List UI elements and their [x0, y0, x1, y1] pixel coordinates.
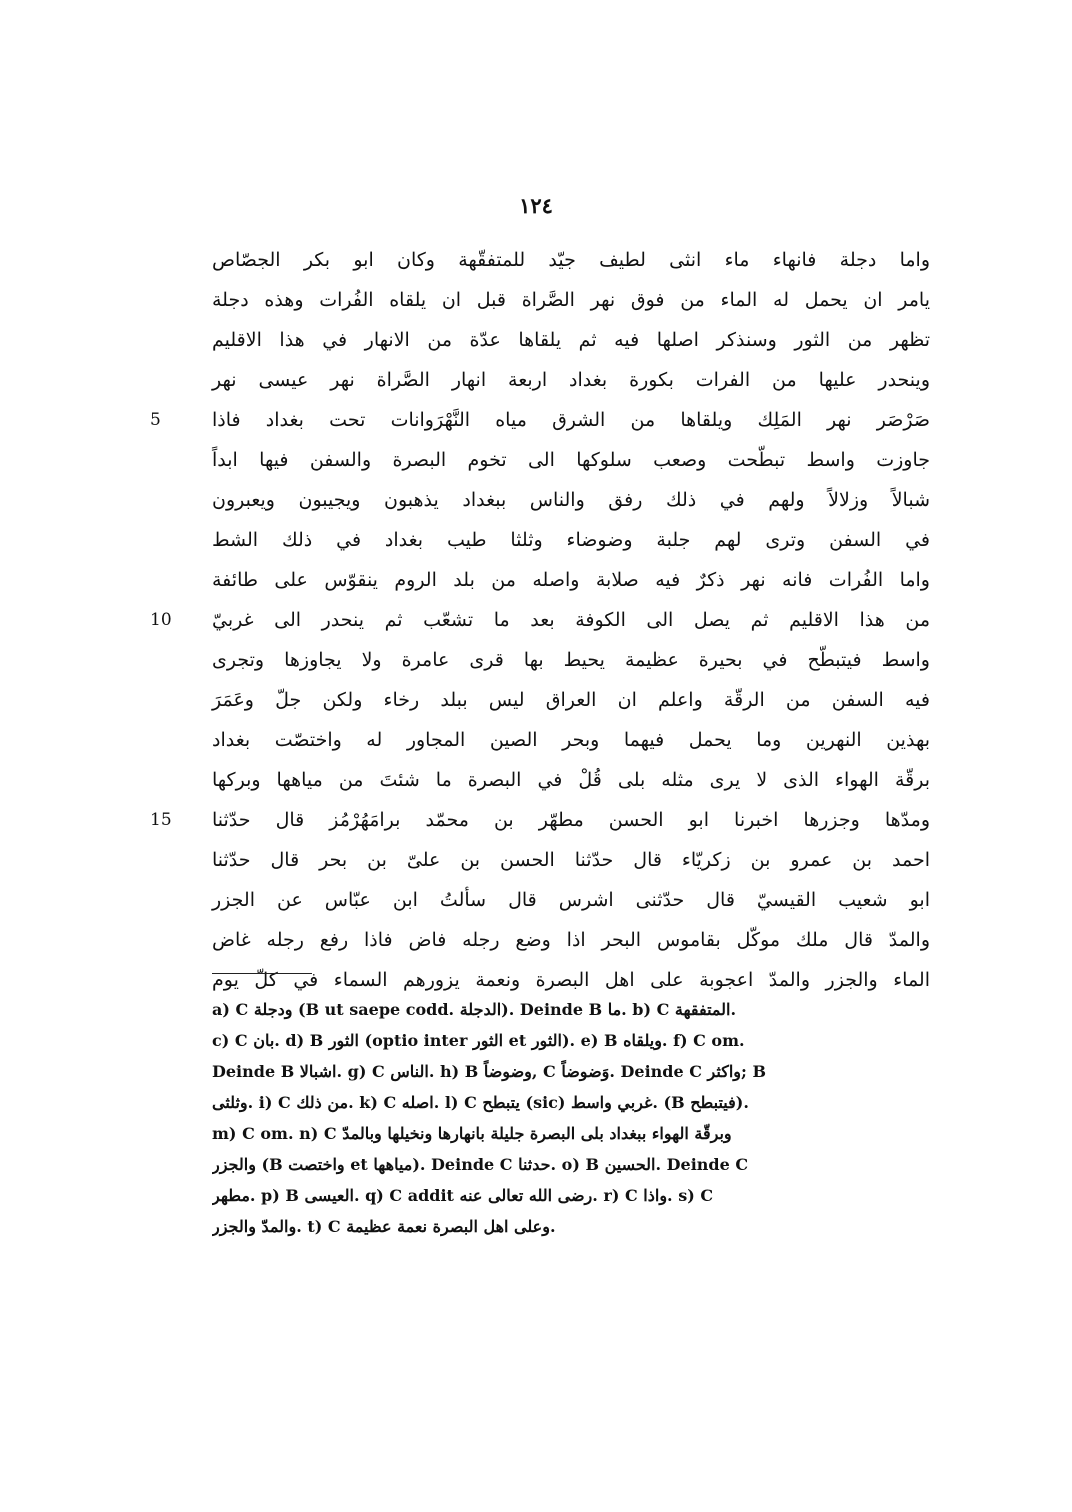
text-line [150, 600, 930, 640]
text-line [150, 800, 930, 840]
text-line [150, 640, 930, 680]
footnote-line: Deinde B اشبالا. g) C الناس. h) B وضوضاً, C وَضوضاً. Deinde C واكثر; B [212, 1062, 766, 1081]
line-text: ومدّها وجزرها اخبرنا ابو الحسن مطهّر بن محمّد برامَهُرْمُز قال حدّثنا [212, 809, 930, 831]
text-line [150, 400, 930, 440]
line-text: بهذين النهرين وما يحمل فيهما وبحر الصين المجاور له واختصّت بغداد [212, 729, 930, 751]
text-line [150, 320, 930, 360]
line-text: وينحدر عليها من الفرات بكورة بغداد اربعة انهار الصَّراة نهر عيسى نهر [212, 369, 930, 391]
line-text: من هذا الاقليم ثم يصل الى الكوفة بعد ما تشعّب ثم ينحدر الى غربيّ [212, 609, 930, 631]
line-text: يامر ان يحمل له الماء من فوق نهر الصَّراة قبل ان يلقاه الفُرات وهذه دجلة [212, 289, 930, 311]
text-line [150, 720, 930, 760]
line-text: تظهر من الثور وسنذكر اصلها فيه ثم يلقاها عدّة من الانهار في هذا الاقليم [212, 329, 930, 351]
line-text: الماء والجزر والمدّ اعجوبة على اهل البصرة ونعمة يزورهم السماء في كلّ يوم [212, 969, 930, 991]
footnote-line: مطهر. p) B العيسى. q) C addit رضى الله تعالى عنه. r) C واذا. s) C [212, 1186, 714, 1205]
line-text: واسط فيتبطّح في بحيرة عظيمة يحيط بها قرى عامرة ولا يجاوزها وتجرى [212, 649, 930, 671]
text-line [150, 920, 930, 960]
footnote-line: a) C ودجلة (B ut saepe codd. الدجلة). Deinde B ما. b) C المتفقهة. [212, 1000, 737, 1019]
line-number: 10 [150, 610, 172, 630]
line-text: في السفن وترى لهم جلبة وضوضاء وثلثا طيب بغداد في ذلك الشط [212, 529, 930, 551]
text-line [150, 840, 930, 880]
page-number: ١٢٤ [519, 193, 553, 218]
text-line [150, 680, 930, 720]
line-text: صَرْصَر نهر المَلِك ويلقاها من الشرق مياه النَّهْرَوانات تحت بغداد فاذا [212, 409, 930, 431]
footnote-line: c) C بان. d) B الثور (optio inter الثور et الثور). e) B ويلقاه. f) C om. [212, 1031, 745, 1050]
line-text: احمد بن عمرو بن زكريّاء قال حدّثنا الحسن بن علىّ بن بحر قال حدّثنا [212, 849, 930, 871]
line-text: فيه السفن من الرقّة واعلم ان العراق ليس ببلد رخاء ولكن جلّ وعَمَرَ [212, 689, 930, 711]
footnote-line: والجزر (B واختصت et مياهها). Deinde C حدثنا. o) B الحسين. Deinde C [212, 1155, 749, 1174]
footnote-separator-rule [212, 973, 312, 974]
footnotes-block [212, 994, 862, 1242]
line-number: 15 [150, 810, 172, 830]
text-line [150, 560, 930, 600]
text-line [150, 520, 930, 560]
footnote-line: والمدّ والجزر. t) C وعلى اهل البصرة نعمة عظيمة. [212, 1217, 556, 1236]
text-line [150, 360, 930, 400]
line-text: واما دجلة فانهاء ماء انثى لطيف جيّد للمتفقّهة وكان ابو بكر الجصّاص [212, 249, 930, 271]
line-text: برقّة الهواء الذى لا يرى مثله بلى قُلْ في البصرة ما شئتَ من مياهها وبركها [212, 769, 930, 791]
main-text-block [150, 240, 930, 1000]
text-line [150, 880, 930, 920]
line-number: 5 [150, 410, 161, 430]
text-line [150, 280, 930, 320]
text-line [150, 760, 930, 800]
text-line [150, 480, 930, 520]
line-text: ابو شعيب القيسيّ قال حدّثنى اشرس قال سألتُ ابن عبّاس عن الجزر [212, 889, 930, 911]
footnote-line: وثلثى. i) C من ذلك. k) C اصله. l) C يتبطح (sic) غربي واسط. (B فيتبطح). [212, 1093, 749, 1112]
footnote-line: m) C om. n) C وبرقّة الهواء ببغداد بلى البصرة جليلة بانهارها ونخيلها وبالمدّ [212, 1124, 732, 1143]
text-line [150, 440, 930, 480]
line-text: جاوزت واسط تبطّحت وصعب سلوكها الى تخوم البصرة والسفن فيها ابداً [212, 449, 930, 471]
line-text: شبالاً وزلالاً ولهم في ذلك رفق والناس ببغداد يذهبون ويجيبون ويعبرون [212, 489, 930, 511]
text-line [150, 240, 930, 280]
line-text: والمدّ قال ملك موكّل بقاموس البحر اذا وضع رجله فاض فاذا رفع رجله غاض [212, 929, 930, 951]
line-text: واما الفُرات فانه نهر ذكرٌ فيه صلابة واصله من بلد الروم ينقوّس على طائفة [212, 569, 930, 591]
